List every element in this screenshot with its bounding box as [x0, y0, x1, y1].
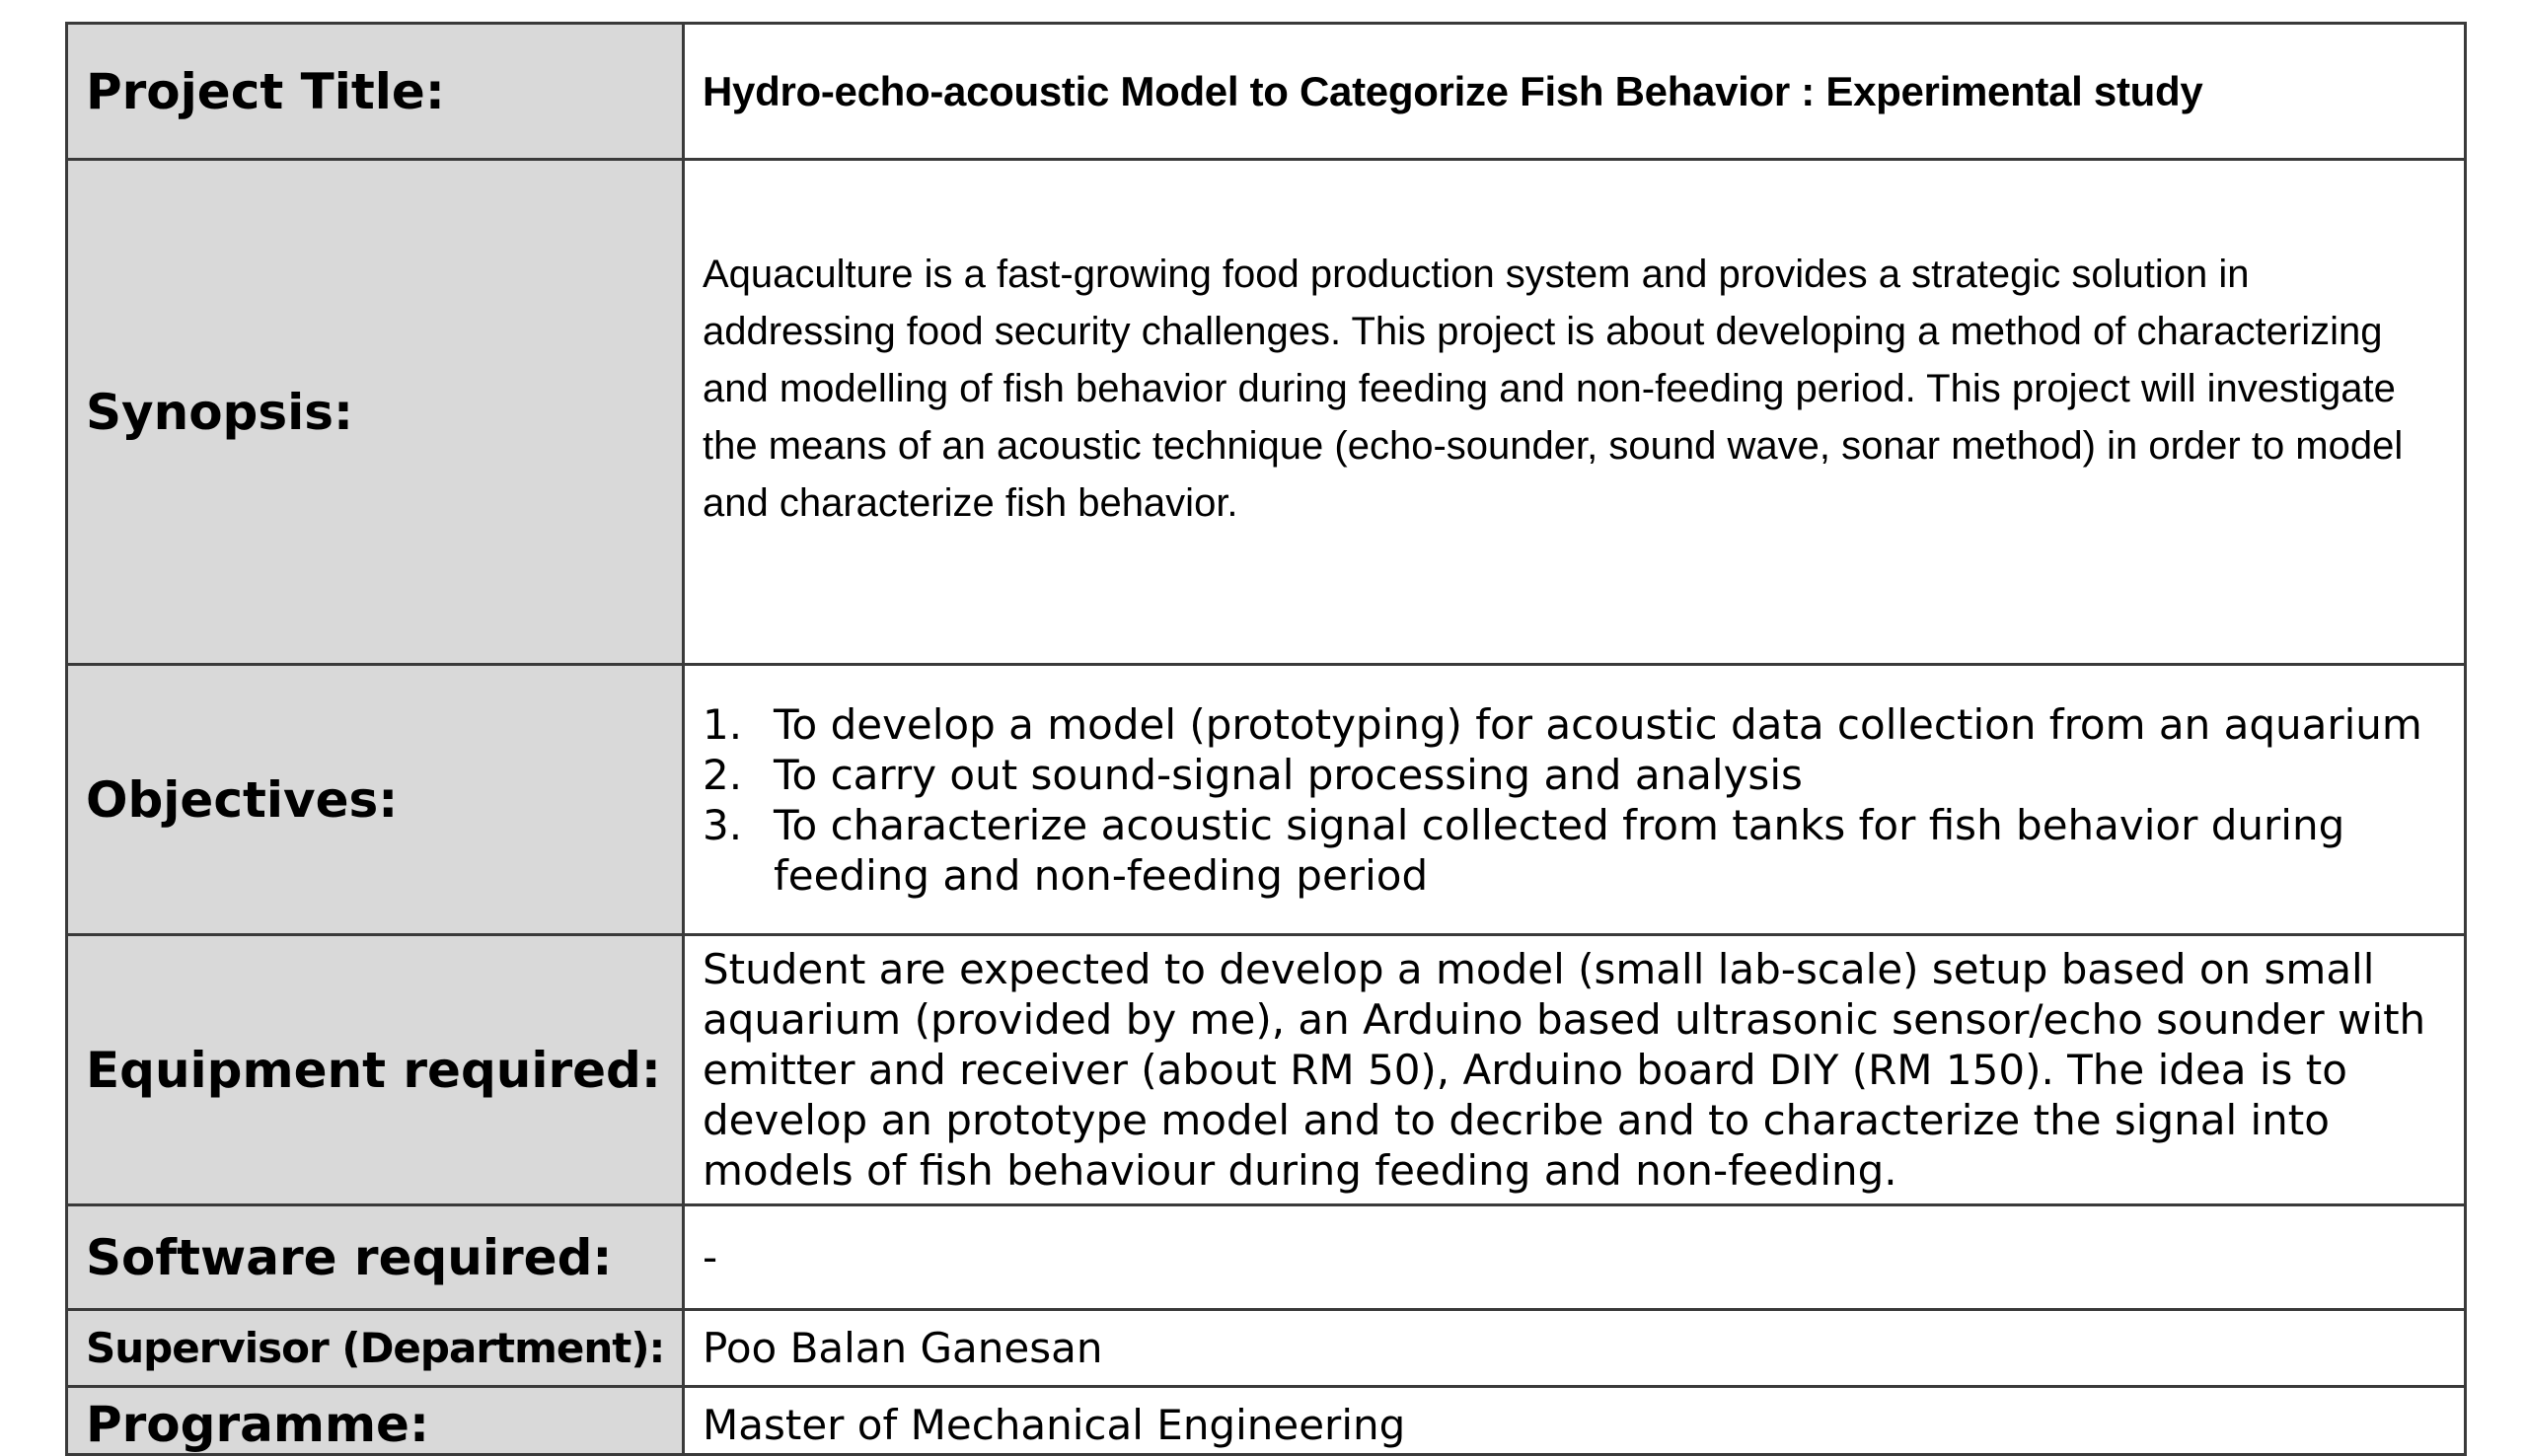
objective-number: 3. — [703, 800, 743, 849]
supervisor-label: Supervisor (Department): — [67, 1310, 684, 1387]
objective-text: To carry out sound-signal processing and analysis — [774, 750, 1803, 799]
software-value: - — [684, 1205, 2466, 1310]
equipment-value: Student are expected to develop a model (small lab-scale) setup based on small aquarium (provided by me), an Arduino based ultrasonic sensor/echo sounder with emitter and receiver (about RM 50), Arduino board DIY (RM 150). The idea is to develop an prototype model and to decribe and to characterize the signal into models of fish behaviour during feeding and non-feeding. — [684, 935, 2466, 1205]
objective-item — [703, 800, 2446, 901]
project-title-value: Hydro-echo-acoustic Model to Categorize Fish Behavior : Experimental study — [684, 24, 2466, 160]
objective-text: To characterize acoustic signal collected from tanks for fish behavior during feeding and non-feeding period — [774, 800, 2345, 900]
row-software — [67, 1205, 2466, 1310]
row-supervisor — [67, 1310, 2466, 1387]
objective-item — [703, 699, 2446, 750]
row-project-title — [67, 24, 2466, 160]
project-sheet — [65, 22, 2467, 1456]
synopsis-value: Aquaculture is a fast-growing food production system and provides a strategic solution in addressing food security challenges. This project is about developing a method of characterizing and modelling of fish behavior during feeding and non-feeding period. This project will investigate the means of an acoustic technique (echo-sounder, sound wave, sonar method) in order to model and characterize fish behavior. — [684, 160, 2466, 665]
objective-text: To develop a model (prototyping) for acoustic data collection from an aquarium — [774, 699, 2422, 749]
programme-value: Master of Mechanical Engineering — [684, 1387, 2466, 1455]
objectives-value — [684, 665, 2466, 935]
row-equipment — [67, 935, 2466, 1205]
objectives-label: Objectives: — [67, 665, 684, 935]
software-label: Software required: — [67, 1205, 684, 1310]
project-details-table — [65, 22, 2467, 1456]
supervisor-value: Poo Balan Ganesan — [684, 1310, 2466, 1387]
objective-number: 1. — [703, 699, 743, 749]
row-programme — [67, 1387, 2466, 1455]
objectives-list — [703, 699, 2446, 901]
synopsis-label: Synopsis: — [67, 160, 684, 665]
project-title-label: Project Title: — [67, 24, 684, 160]
equipment-label: Equipment required: — [67, 935, 684, 1205]
row-synopsis — [67, 160, 2466, 665]
row-objectives — [67, 665, 2466, 935]
objective-number: 2. — [703, 750, 743, 799]
programme-label: Programme: — [67, 1387, 684, 1455]
objective-item — [703, 750, 2446, 800]
